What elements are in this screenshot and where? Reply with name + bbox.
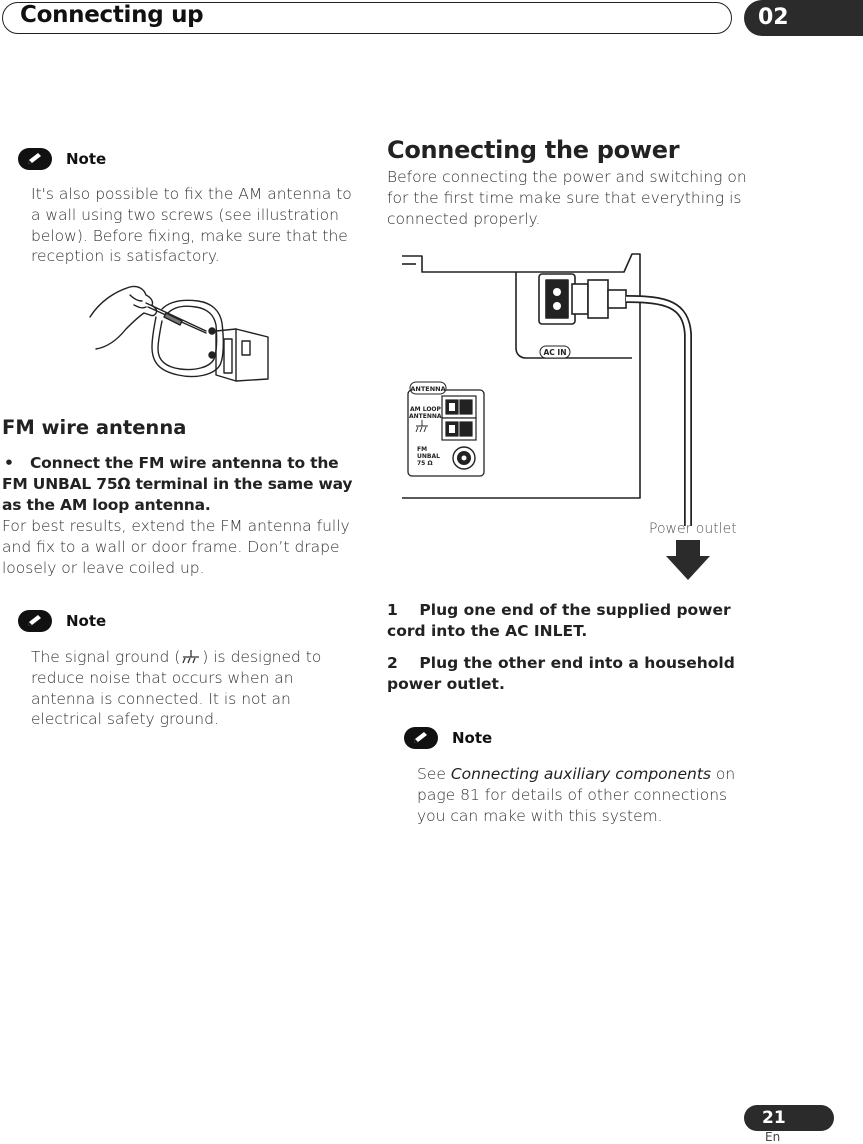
note-prefix: See — [417, 765, 451, 783]
ac-in-label: AC IN — [543, 348, 567, 357]
step-1 — [387, 600, 747, 642]
fm-label-2: UNBAL — [417, 453, 440, 460]
note-heading-1 — [18, 148, 106, 170]
ground-note-text — [31, 647, 357, 730]
power-outlet-label: Power outlet — [649, 521, 737, 537]
ground-note-before: The signal ground ( — [31, 648, 181, 666]
page-language: En — [765, 1130, 781, 1144]
power-heading: Connecting the power — [387, 136, 680, 164]
fm-instruction: Connect the FM wire antenna to the FM UNBAL 75Ω terminal in the same way as the AM loop antenna. — [2, 454, 353, 514]
step-number: 2 — [387, 654, 398, 672]
auxiliary-note-text — [417, 764, 747, 826]
rear-panel-diagram — [396, 244, 746, 584]
step-number: 1 — [387, 601, 398, 619]
ground-symbol-icon — [180, 649, 202, 665]
page-title: Connecting up — [20, 2, 204, 28]
step-text: Plug one end of the supplied power cord into the AC INLET. — [387, 601, 731, 640]
chapter-badge: 02 — [744, 0, 863, 36]
step-2 — [387, 653, 747, 695]
note-label: Note — [66, 612, 107, 630]
am-antenna-wall-mount-illustration — [86, 283, 276, 383]
fm-label-1: FM — [417, 446, 428, 453]
fm-antenna-heading: FM wire antenna — [2, 416, 187, 439]
note-text: It's also possible to fix the AM antenna to a wall using two screws (see illustration below). Before fixing, make sure that the reception is satisfactory. — [31, 185, 352, 266]
bullet: • — [4, 454, 14, 472]
auxiliary-components-link[interactable]: Connecting auxiliary components — [450, 765, 711, 783]
note-label: Note — [66, 150, 107, 168]
note-heading-2 — [18, 610, 106, 632]
pencil-icon — [18, 610, 52, 632]
fm-label-3: 75 Ω — [417, 460, 433, 467]
pencil-icon — [18, 148, 52, 170]
ground-note-after: ) is designed to reduce noise that occurs when an antenna is connected. It is not an electrical safety ground. — [31, 648, 322, 729]
fm-body-text: For best results, extend the FM antenna fully and fix to a wall or door frame. Don’t drape loosely or leave coiled up. — [2, 517, 350, 577]
power-intro: Before connecting the power and switching on for the first time make sure that everything is connected properly. — [387, 168, 747, 228]
note-label: Note — [452, 729, 493, 747]
am-loop-label-2: ANTENNA — [409, 413, 442, 420]
step-text: Plug the other end into a household power outlet. — [387, 654, 735, 693]
note-heading-3 — [404, 727, 492, 749]
pencil-icon — [404, 727, 438, 749]
page-number: 21 — [744, 1105, 834, 1131]
antenna-label: ANTENNA — [410, 385, 446, 393]
note-suffix: on page 81 for details of other connections you can make with this system. — [417, 765, 736, 825]
am-loop-label-1: AM LOOP — [410, 406, 441, 413]
